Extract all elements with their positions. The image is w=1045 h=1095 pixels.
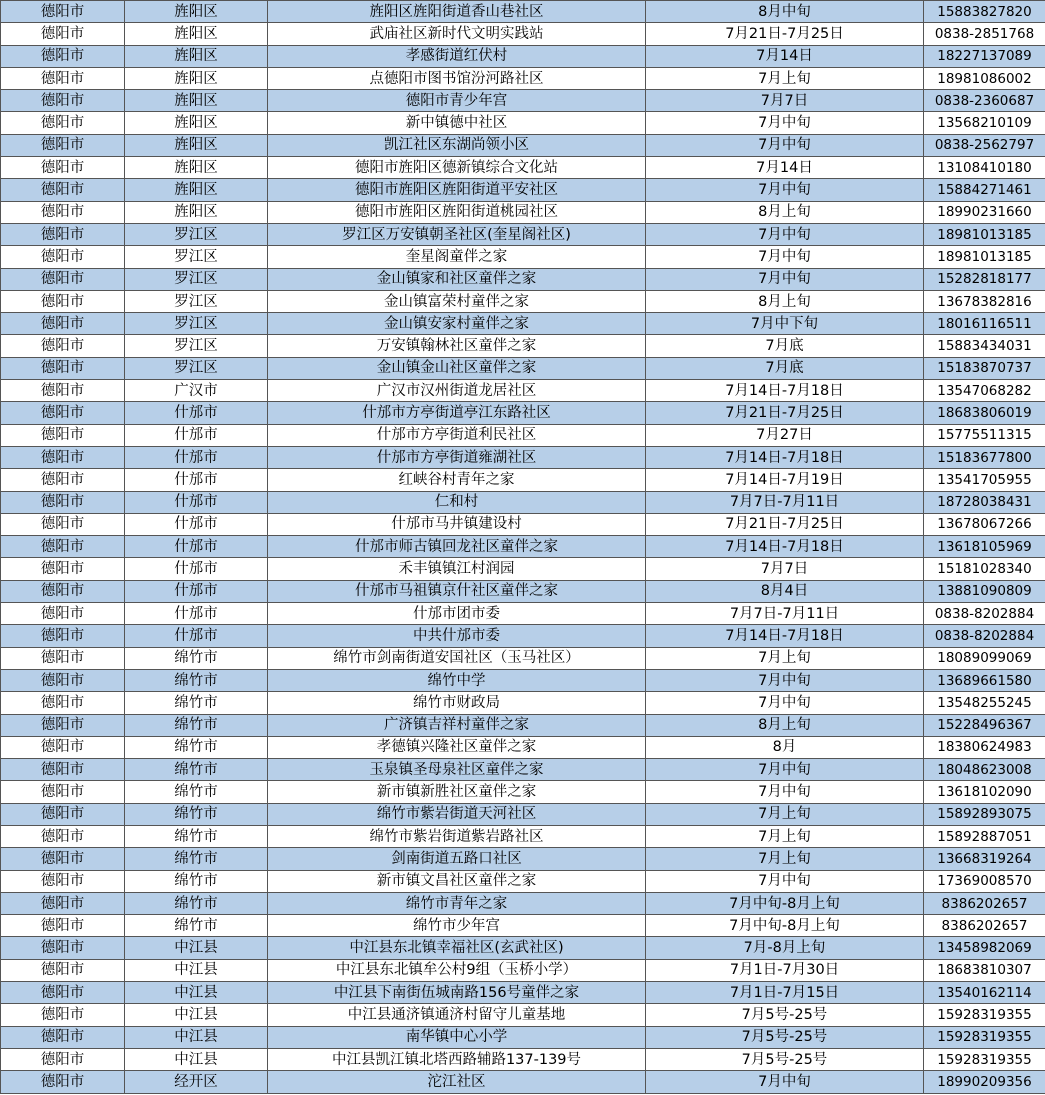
date-cell: 7月中旬 [646,692,924,714]
city-cell: 德阳市 [1,580,125,602]
table-row [1,915,1045,937]
city-cell: 德阳市 [1,915,125,937]
table-row [1,134,1045,156]
city-cell: 德阳市 [1,625,125,647]
location-cell: 广济镇吉祥村童伴之家 [268,714,646,736]
district-cell: 旌阳区 [125,134,268,156]
district-cell: 中江县 [125,959,268,981]
date-cell: 8月4日 [646,580,924,602]
phone-cell: 8386202657 [924,892,1045,914]
phone-cell: 0838-8202884 [924,625,1045,647]
date-cell: 7月14日-7月18日 [646,536,924,558]
table-row [1,714,1045,736]
table-row [1,357,1045,379]
table-row [1,759,1045,781]
location-cell: 点德阳市图书馆汾河路社区 [268,67,646,89]
date-cell: 7月中旬-8月上旬 [646,915,924,937]
phone-cell: 13618102090 [924,781,1045,803]
location-cell: 孝德镇兴隆社区童伴之家 [268,736,646,758]
location-cell: 绵竹市紫岩街道天河社区 [268,803,646,825]
phone-cell: 18981013185 [924,223,1045,245]
table-row [1,157,1045,179]
location-cell: 孝感街道红伏村 [268,45,646,67]
date-cell: 7月14日-7月19日 [646,469,924,491]
city-cell: 德阳市 [1,112,125,134]
location-cell: 什邡市方亭街道亭江东路社区 [268,402,646,424]
date-cell: 7月中旬 [646,268,924,290]
city-cell: 德阳市 [1,179,125,201]
phone-cell: 18016116511 [924,313,1045,335]
table-row [1,201,1045,223]
location-cell: 仁和村 [268,491,646,513]
location-cell: 绵竹市剑南街道安国社区（玉马社区） [268,647,646,669]
district-cell: 罗江区 [125,290,268,312]
phone-cell: 15228496367 [924,714,1045,736]
city-cell: 德阳市 [1,357,125,379]
location-cell: 绵竹市青年之家 [268,892,646,914]
city-cell: 德阳市 [1,424,125,446]
district-cell: 什邡市 [125,446,268,468]
table-row [1,736,1045,758]
district-cell: 罗江区 [125,268,268,290]
table-row [1,1071,1045,1093]
district-cell: 什邡市 [125,536,268,558]
table-row [1,1026,1045,1048]
district-cell: 绵竹市 [125,647,268,669]
city-cell: 德阳市 [1,603,125,625]
date-cell: 8月上旬 [646,201,924,223]
date-cell: 7月上旬 [646,803,924,825]
district-cell: 旌阳区 [125,179,268,201]
district-cell: 广汉市 [125,380,268,402]
phone-cell: 18728038431 [924,491,1045,513]
table-row [1,1,1045,23]
date-cell: 7月7日 [646,558,924,580]
city-cell: 德阳市 [1,1071,125,1093]
date-cell: 7月27日 [646,424,924,446]
city-cell: 德阳市 [1,1026,125,1048]
date-cell: 7月中旬 [646,870,924,892]
phone-cell: 18380624983 [924,736,1045,758]
city-cell: 德阳市 [1,45,125,67]
table-row [1,23,1045,45]
location-cell: 新市镇文昌社区童伴之家 [268,870,646,892]
location-cell: 中江县通济镇通济村留守儿童基地 [268,1004,646,1026]
date-cell: 7月中下旬 [646,313,924,335]
date-cell: 7月中旬 [646,781,924,803]
city-cell: 德阳市 [1,825,125,847]
city-cell: 德阳市 [1,982,125,1004]
city-cell: 德阳市 [1,313,125,335]
city-cell: 德阳市 [1,1,125,23]
date-cell: 7月21日-7月25日 [646,23,924,45]
city-cell: 德阳市 [1,380,125,402]
district-cell: 旌阳区 [125,201,268,223]
city-cell: 德阳市 [1,647,125,669]
phone-cell: 15928319355 [924,1026,1045,1048]
table-row [1,625,1045,647]
district-cell: 旌阳区 [125,23,268,45]
table-row [1,536,1045,558]
date-cell: 7月1日-7月15日 [646,982,924,1004]
table-row [1,603,1045,625]
city-cell: 德阳市 [1,335,125,357]
location-cell: 禾丰镇镇江村润园 [268,558,646,580]
location-cell: 金山镇家和社区童伴之家 [268,268,646,290]
date-cell: 7月21日-7月25日 [646,513,924,535]
table-row [1,870,1045,892]
date-cell: 7月-8月上旬 [646,937,924,959]
district-cell: 什邡市 [125,469,268,491]
phone-cell: 13548255245 [924,692,1045,714]
phone-cell: 13618105969 [924,536,1045,558]
phone-cell: 17369008570 [924,870,1045,892]
date-cell: 7月14日-7月18日 [646,625,924,647]
phone-cell: 15282818177 [924,268,1045,290]
city-cell: 德阳市 [1,67,125,89]
table-row [1,45,1045,67]
district-cell: 罗江区 [125,246,268,268]
city-cell: 德阳市 [1,513,125,535]
table-body [1,1,1045,1094]
city-cell: 德阳市 [1,157,125,179]
phone-cell: 13108410180 [924,157,1045,179]
location-cell: 剑南街道五路口社区 [268,848,646,870]
location-cell: 什邡市马井镇建设村 [268,513,646,535]
location-cell: 什邡市方亭街道雍湖社区 [268,446,646,468]
table-row [1,669,1045,691]
district-cell: 什邡市 [125,558,268,580]
location-cell: 德阳市旌阳区旌阳街道桃园社区 [268,201,646,223]
district-cell: 什邡市 [125,402,268,424]
district-cell: 绵竹市 [125,915,268,937]
district-cell: 绵竹市 [125,848,268,870]
district-cell: 旌阳区 [125,112,268,134]
district-cell: 中江县 [125,1048,268,1070]
table-row [1,558,1045,580]
location-cell: 中江县下南街伍城南路156号童伴之家 [268,982,646,1004]
city-cell: 德阳市 [1,669,125,691]
table-row [1,580,1045,602]
phone-cell: 13458982069 [924,937,1045,959]
city-cell: 德阳市 [1,402,125,424]
location-cell: 武庙社区新时代文明实践站 [268,23,646,45]
table-row [1,825,1045,847]
date-cell: 7月上旬 [646,67,924,89]
date-cell: 7月中旬 [646,223,924,245]
phone-cell: 18683806019 [924,402,1045,424]
city-cell: 德阳市 [1,558,125,580]
phone-cell: 13540162114 [924,982,1045,1004]
table-row [1,513,1045,535]
date-cell: 7月中旬-8月上旬 [646,892,924,914]
location-cell: 凯江社区东湖尚领小区 [268,134,646,156]
district-cell: 旌阳区 [125,1,268,23]
city-cell: 德阳市 [1,134,125,156]
district-cell: 什邡市 [125,491,268,513]
date-cell: 7月上旬 [646,647,924,669]
city-cell: 德阳市 [1,736,125,758]
phone-cell: 0838-8202884 [924,603,1045,625]
date-cell: 7月中旬 [646,179,924,201]
date-cell: 7月7日-7月11日 [646,491,924,513]
location-cell: 罗江区万安镇朝圣社区(奎星阁社区) [268,223,646,245]
date-cell: 7月中旬 [646,1071,924,1093]
district-cell: 中江县 [125,1004,268,1026]
district-cell: 什邡市 [125,424,268,446]
date-cell: 7月14日-7月18日 [646,380,924,402]
date-cell: 7月上旬 [646,848,924,870]
phone-cell: 18990209356 [924,1071,1045,1093]
date-cell: 7月5号-25号 [646,1026,924,1048]
location-cell: 奎星阁童伴之家 [268,246,646,268]
district-cell: 绵竹市 [125,803,268,825]
phone-cell: 18227137089 [924,45,1045,67]
location-cell: 玉泉镇圣母泉社区童伴之家 [268,759,646,781]
location-cell: 中江县凯江镇北塔西路辅路137-139号 [268,1048,646,1070]
city-cell: 德阳市 [1,892,125,914]
phone-cell: 0838-2851768 [924,23,1045,45]
table-row [1,491,1045,513]
location-cell: 什邡市师古镇回龙社区童伴之家 [268,536,646,558]
location-cell: 沱江社区 [268,1071,646,1093]
district-cell: 绵竹市 [125,892,268,914]
date-cell: 7月中旬 [646,246,924,268]
city-cell: 德阳市 [1,848,125,870]
location-cell: 绵竹市少年宫 [268,915,646,937]
district-cell: 旌阳区 [125,67,268,89]
date-cell: 8月上旬 [646,290,924,312]
district-cell: 绵竹市 [125,759,268,781]
city-cell: 德阳市 [1,714,125,736]
district-cell: 罗江区 [125,223,268,245]
location-cell: 中共什邡市委 [268,625,646,647]
phone-cell: 18683810307 [924,959,1045,981]
location-cell: 中江县东北镇牟公村9组（玉桥小学） [268,959,646,981]
phone-cell: 15775511315 [924,424,1045,446]
district-cell: 什邡市 [125,625,268,647]
city-cell: 德阳市 [1,446,125,468]
table-row [1,692,1045,714]
phone-cell: 15883434031 [924,335,1045,357]
district-cell: 罗江区 [125,357,268,379]
table-row [1,179,1045,201]
district-cell: 绵竹市 [125,714,268,736]
district-cell: 绵竹市 [125,669,268,691]
location-cell: 南华镇中心小学 [268,1026,646,1048]
phone-cell: 13541705955 [924,469,1045,491]
location-cell: 万安镇翰林社区童伴之家 [268,335,646,357]
district-cell: 什邡市 [125,513,268,535]
city-cell: 德阳市 [1,536,125,558]
location-cell: 中江县东北镇幸福社区(玄武社区) [268,937,646,959]
phone-cell: 18048623008 [924,759,1045,781]
phone-cell: 13678382816 [924,290,1045,312]
phone-cell: 13678067266 [924,513,1045,535]
location-cell: 德阳市旌阳区旌阳街道平安社区 [268,179,646,201]
location-cell: 绵竹中学 [268,669,646,691]
date-cell: 7月5号-25号 [646,1048,924,1070]
district-cell: 什邡市 [125,580,268,602]
location-cell: 什邡市马祖镇京什社区童伴之家 [268,580,646,602]
phone-cell: 18981086002 [924,67,1045,89]
date-cell: 7月底 [646,335,924,357]
table-row [1,380,1045,402]
date-cell: 8月中旬 [646,1,924,23]
phone-cell: 15928319355 [924,1004,1045,1026]
location-cell: 新市镇新胜社区童伴之家 [268,781,646,803]
district-cell: 绵竹市 [125,870,268,892]
phone-cell: 8386202657 [924,915,1045,937]
table-row [1,1048,1045,1070]
date-cell: 7月5号-25号 [646,1004,924,1026]
district-cell: 绵竹市 [125,736,268,758]
district-cell: 旌阳区 [125,157,268,179]
city-cell: 德阳市 [1,1004,125,1026]
city-cell: 德阳市 [1,959,125,981]
district-cell: 旌阳区 [125,90,268,112]
phone-cell: 13547068282 [924,380,1045,402]
date-cell: 7月14日-7月18日 [646,446,924,468]
location-cell: 广汉市汉州街道龙居社区 [268,380,646,402]
date-cell: 7月上旬 [646,825,924,847]
phone-cell: 15884271461 [924,179,1045,201]
location-cell: 德阳市青少年宫 [268,90,646,112]
location-cell: 旌阳区旌阳街道香山巷社区 [268,1,646,23]
date-cell: 7月中旬 [646,669,924,691]
location-cell: 金山镇金山社区童伴之家 [268,357,646,379]
date-cell: 7月14日 [646,157,924,179]
phone-cell: 18990231660 [924,201,1045,223]
district-cell: 绵竹市 [125,781,268,803]
date-cell: 7月中旬 [646,112,924,134]
location-cell: 金山镇安家村童伴之家 [268,313,646,335]
city-cell: 德阳市 [1,90,125,112]
date-cell: 8月 [646,736,924,758]
location-cell: 绵竹市紫岩街道紫岩路社区 [268,825,646,847]
table-row [1,290,1045,312]
city-cell: 德阳市 [1,469,125,491]
date-cell: 7月21日-7月25日 [646,402,924,424]
table-row [1,67,1045,89]
table-row [1,223,1045,245]
phone-cell: 15181028340 [924,558,1045,580]
table-row [1,1004,1045,1026]
table-row [1,90,1045,112]
phone-cell: 0838-2360687 [924,90,1045,112]
district-cell: 中江县 [125,982,268,1004]
table-row [1,937,1045,959]
city-cell: 德阳市 [1,223,125,245]
city-cell: 德阳市 [1,201,125,223]
location-cell: 什邡市方亭街道利民社区 [268,424,646,446]
date-cell: 7月底 [646,357,924,379]
date-cell: 7月14日 [646,45,924,67]
phone-cell: 15928319355 [924,1048,1045,1070]
city-cell: 德阳市 [1,1048,125,1070]
district-cell: 经开区 [125,1071,268,1093]
city-cell: 德阳市 [1,692,125,714]
phone-cell: 13568210109 [924,112,1045,134]
date-cell: 7月中旬 [646,134,924,156]
date-cell: 7月中旬 [646,759,924,781]
phone-cell: 13881090809 [924,580,1045,602]
date-cell: 7月7日-7月11日 [646,603,924,625]
phone-cell: 15883827820 [924,1,1045,23]
table-row [1,803,1045,825]
table-row [1,246,1045,268]
table-row [1,446,1045,468]
district-cell: 绵竹市 [125,825,268,847]
phone-cell: 15183677800 [924,446,1045,468]
table-row [1,781,1045,803]
table-row [1,402,1045,424]
city-cell: 德阳市 [1,246,125,268]
district-cell: 什邡市 [125,603,268,625]
table-row [1,959,1045,981]
city-cell: 德阳市 [1,268,125,290]
city-cell: 德阳市 [1,290,125,312]
city-cell: 德阳市 [1,937,125,959]
location-cell: 新中镇德中社区 [268,112,646,134]
city-cell: 德阳市 [1,491,125,513]
location-cell: 德阳市旌阳区德新镇综合文化站 [268,157,646,179]
date-cell: 7月7日 [646,90,924,112]
phone-cell: 15183870737 [924,357,1045,379]
date-cell: 8月上旬 [646,714,924,736]
district-cell: 罗江区 [125,335,268,357]
location-cell: 金山镇富荣村童伴之家 [268,290,646,312]
phone-cell: 18981013185 [924,246,1045,268]
district-cell: 罗江区 [125,313,268,335]
phone-cell: 15892887051 [924,825,1045,847]
table-row [1,647,1045,669]
table-row [1,469,1045,491]
table-row [1,848,1045,870]
phone-cell: 18089099069 [924,647,1045,669]
city-cell: 德阳市 [1,803,125,825]
district-cell: 中江县 [125,1026,268,1048]
date-cell: 7月1日-7月30日 [646,959,924,981]
phone-cell: 0838-2562797 [924,134,1045,156]
city-cell: 德阳市 [1,23,125,45]
location-cell: 什邡市团市委 [268,603,646,625]
table-row [1,112,1045,134]
city-cell: 德阳市 [1,759,125,781]
city-cell: 德阳市 [1,781,125,803]
district-cell: 绵竹市 [125,692,268,714]
location-cell: 绵竹市财政局 [268,692,646,714]
location-cell: 红峡谷村青年之家 [268,469,646,491]
table-row [1,335,1045,357]
phone-cell: 13668319264 [924,848,1045,870]
city-cell: 德阳市 [1,870,125,892]
table-row [1,313,1045,335]
district-cell: 中江县 [125,937,268,959]
table-row [1,982,1045,1004]
district-cell: 旌阳区 [125,45,268,67]
phone-cell: 15892893075 [924,803,1045,825]
table-row [1,424,1045,446]
table-row [1,268,1045,290]
phone-cell: 13689661580 [924,669,1045,691]
table-row [1,892,1045,914]
